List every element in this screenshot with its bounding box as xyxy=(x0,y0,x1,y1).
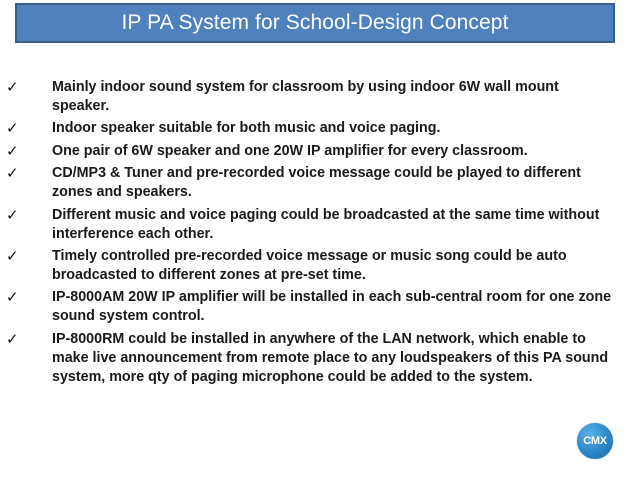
checkmark-icon: ✓ xyxy=(6,142,19,160)
checkmark-icon: ✓ xyxy=(6,289,19,307)
bullet-text: CD/MP3 & Tuner and pre-recorded voice message could be played to different zones and speakers. xyxy=(52,165,581,201)
checkmark-icon: ✓ xyxy=(6,206,19,224)
bullet-item xyxy=(6,164,622,202)
bullet-item xyxy=(6,206,622,244)
cmx-logo xyxy=(577,423,613,459)
checkmark-icon: ✓ xyxy=(6,330,19,348)
checkmark-icon: ✓ xyxy=(6,165,19,183)
checkmark-icon: ✓ xyxy=(6,79,19,96)
bullet-item xyxy=(6,78,622,116)
bullet-item xyxy=(6,288,622,326)
checkmark-icon: ✓ xyxy=(6,120,19,138)
slide-title: IP PA System for School-Design Concept xyxy=(121,11,509,34)
bullet-item xyxy=(6,119,622,138)
bullet-item xyxy=(6,142,622,161)
bullet-text: IP-8000RM could be installed in anywhere of the LAN network, which enable to make live announcement from remote place to any loudspeakers of this PA sound system, more qty of paging microphone could be added to the system. xyxy=(52,330,609,385)
bullet-item xyxy=(6,330,622,387)
bullet-item xyxy=(6,247,622,285)
bullet-list xyxy=(6,78,622,390)
slide-title-bar xyxy=(15,3,615,43)
bullet-text: Different music and voice paging could be broadcasted at the same time without interference each other. xyxy=(52,206,600,242)
bullet-text: One pair of 6W speaker and one 20W IP amplifier for every classroom. xyxy=(52,142,528,159)
bullet-text: IP-8000AM 20W IP amplifier will be installed in each sub-central room for one zone sound system control. xyxy=(52,289,612,325)
bullet-text: Timely controlled pre-recorded voice message or music song could be auto broadcasted to different zones at pre-set time. xyxy=(52,247,567,283)
checkmark-icon: ✓ xyxy=(6,247,19,265)
logo-text: CMX xyxy=(583,435,607,447)
bullet-text: Mainly indoor sound system for classroom by using indoor 6W wall mount speaker. xyxy=(52,79,559,114)
bullet-text: Indoor speaker suitable for both music and voice paging. xyxy=(52,120,441,137)
